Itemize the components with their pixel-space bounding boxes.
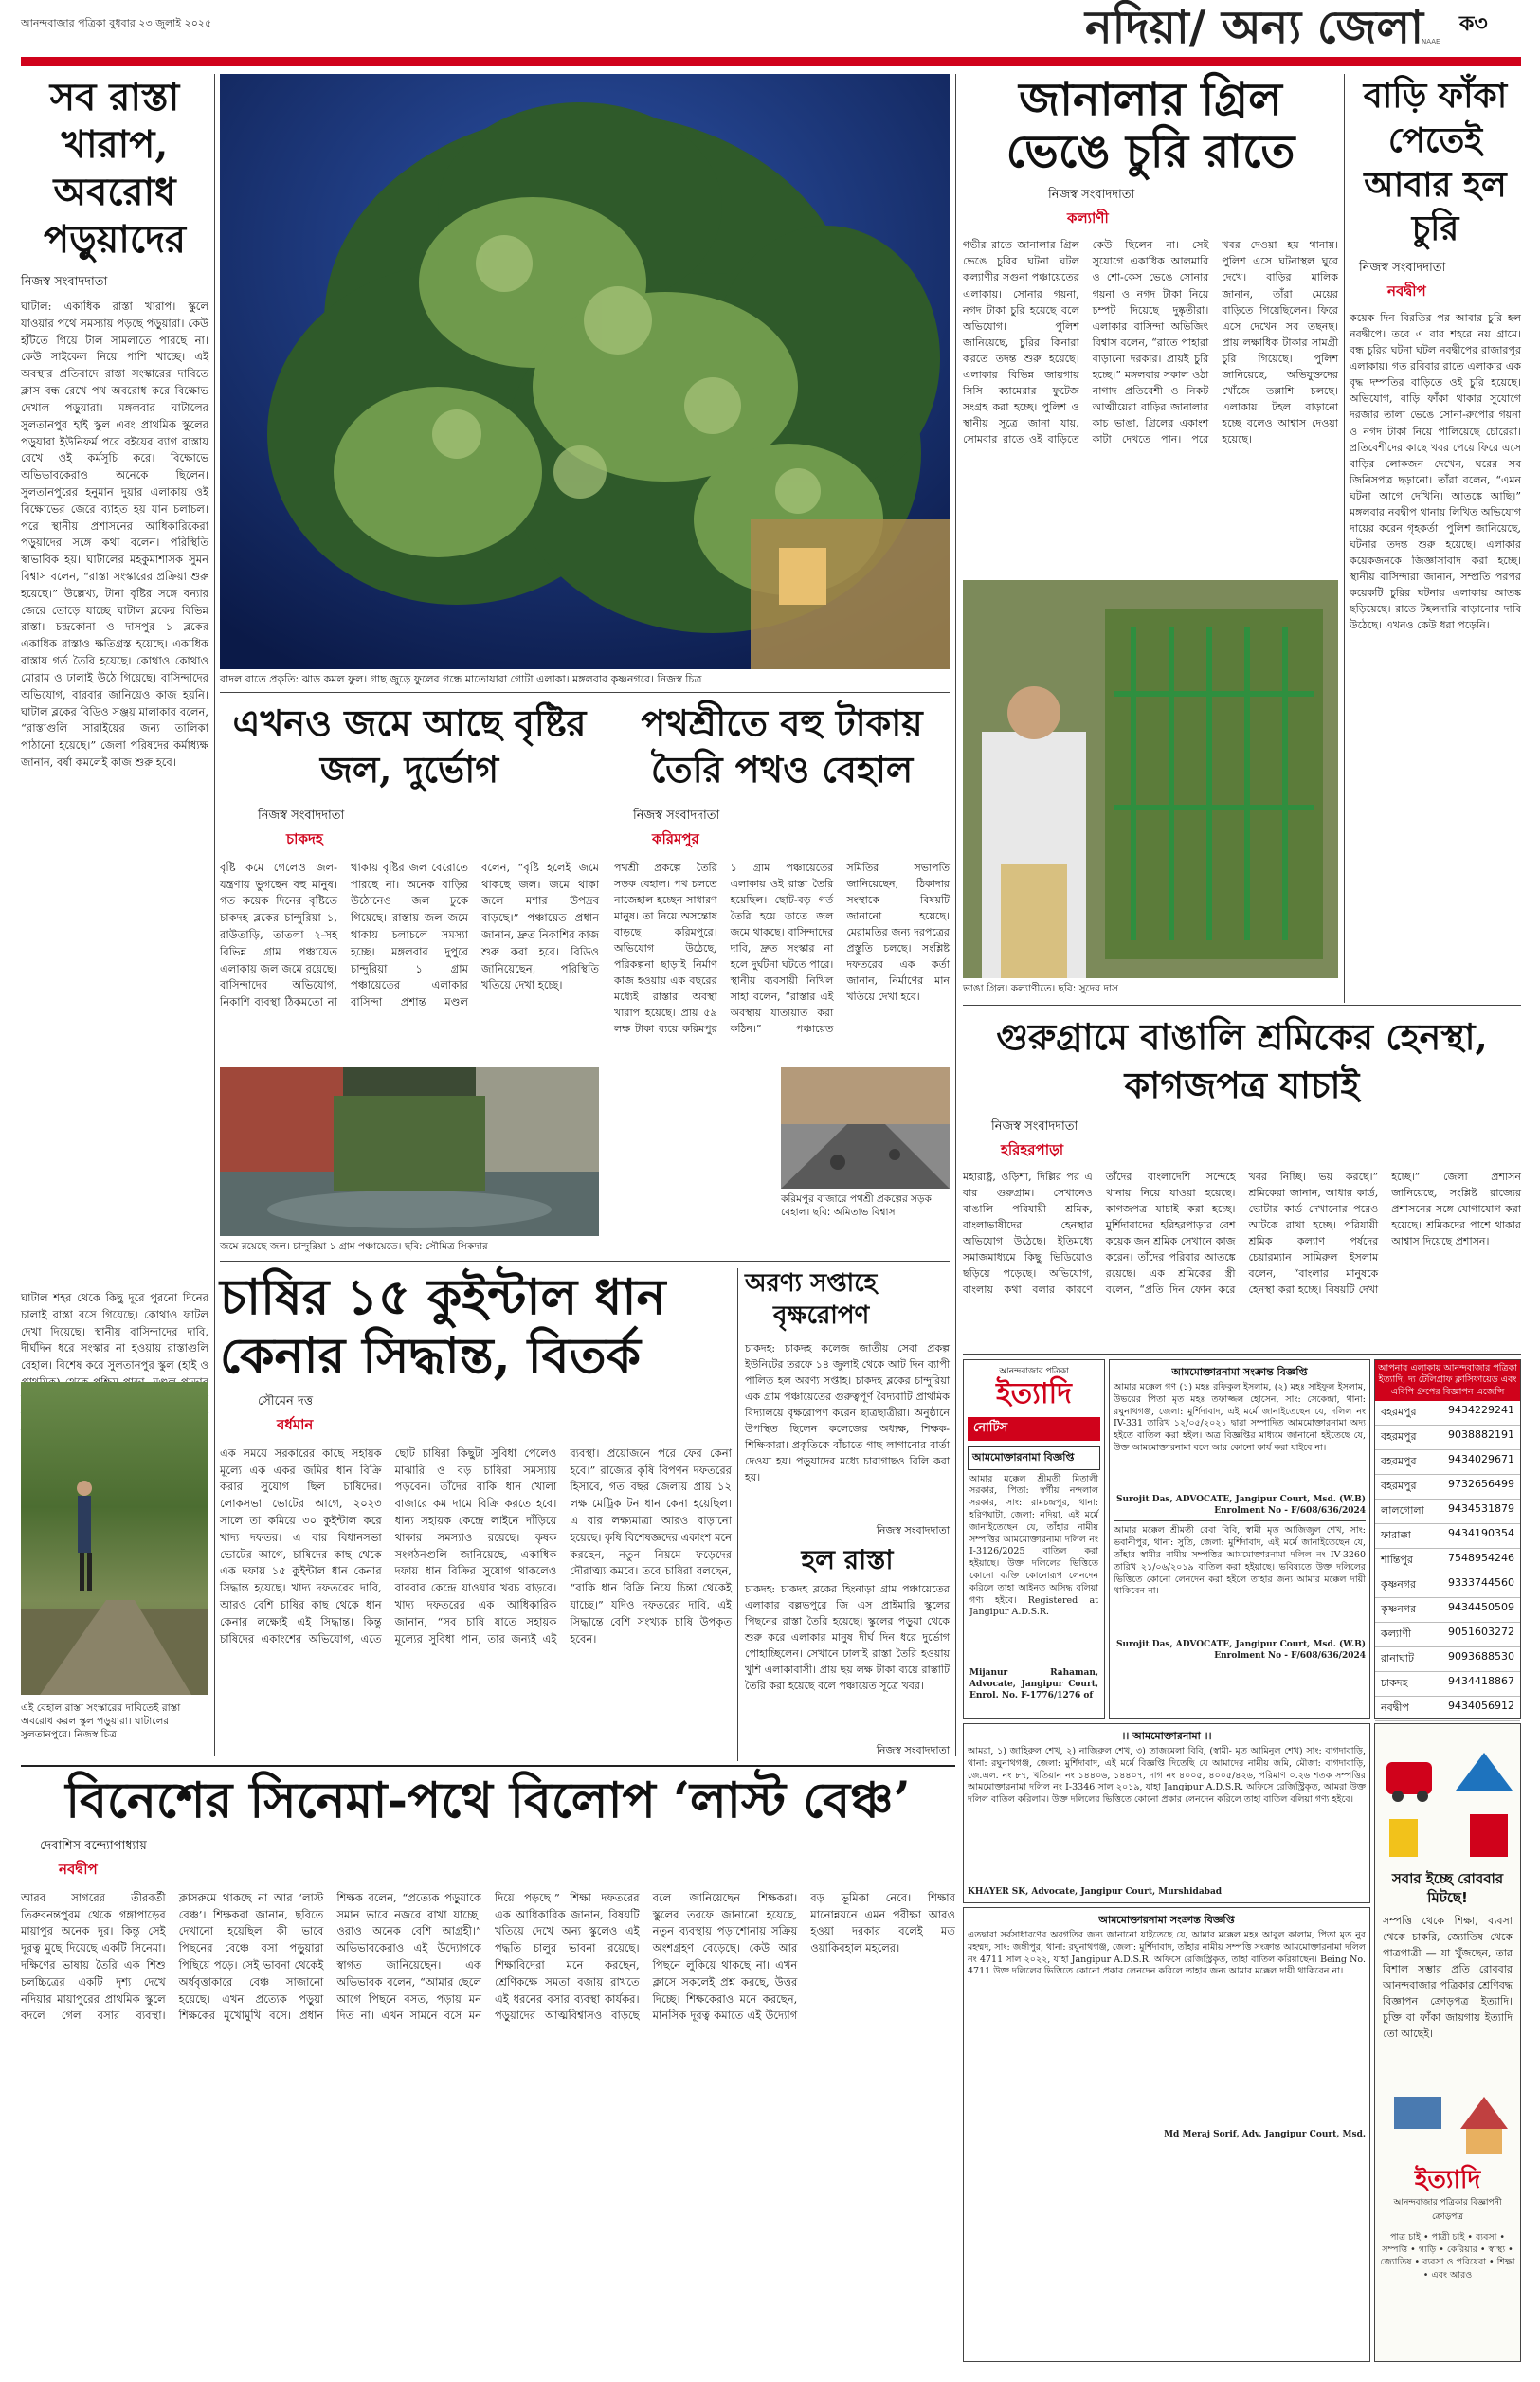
agent-place: শান্তিপুর: [1381, 1554, 1413, 1567]
notice-wide-sign: KHAYER SK, Advocate, Jangipur Court, Murshidabad: [968, 1887, 1223, 1897]
section-title: [910, 2, 1440, 57]
affidavit-title: আমমোক্তারনামা বিজ্ঞপ্তি: [968, 1446, 1100, 1470]
promo-icons-2: [1375, 2078, 1522, 2163]
dateline-place: করিমপুর: [652, 829, 699, 847]
agent-phone: 9093688530: [1448, 1650, 1514, 1664]
story-body: কয়েক দিন বিরতির পর আবার চুরি হল নবদ্বীপে। তবে এ বার শহরে নয় গ্রামে। বন্ধ চুরির ঘটনা ঘটল নবদ্বীপের রাজারপুর এলাকায়। গত রবিবার রাতে এলাকার এক বৃদ্ধ দম্পতির বাড়িতে ওই চুরি হয়েছে। অভিযোগ, বাড়ি ফাঁকা থাকার সুযোগে দরজার তালা ভেঙে সোনা-রুপোর গয়না ও নগদ টাকা নিয়ে পালিয়েছে চোরেরা। প্রতিবেশীদের কাছে খবর পেয়ে ফিরে এসে বাড়ির লোকজন দেখেন, ঘরের সব জিনিসপত্র ছড়ানো। তাঁরা বলেন, “এমন ঘটনা আগে দেখিনি। আতঙ্কে আছি।” মঙ্গলবার নবদ্বীপ থানায় লিখিত অভিযোগ দায়ের করেন গৃহকর্তা। পুলিশ জানিয়েছে, ঘটনার তদন্ত শুরু হয়েছে। এলাকার কয়েকজনকে জিজ্ঞাসাবাদ করা হচ্ছে। স্থানীয় বাসিন্দারা জানান, সম্প্রতি পরপর কয়েকটি চুরির ঘটনায় এলাকায় আতঙ্ক ছড়িয়েছে। রাতে টহলদারি বাড়ানোর দাবি উঠেছে। এখনও কেউ ধরা পড়েনি।: [1350, 312, 1521, 632]
notice-wide: [963, 1723, 1370, 1903]
rule-above-ads: [963, 1354, 1521, 1355]
agent-header: আপনার এলাকায় আনন্দবাজার পত্রিকা ইত্যাদি, দ্য টেলিগ্রাফ ক্লাসিফায়েড এবং এবিপি গ্রুপের বিজ্ঞাপন এজেন্সি: [1375, 1360, 1520, 1401]
promo-brand: ইত্যাদি: [1414, 2166, 1481, 2194]
notice-title: আমমোক্তারনামা সংক্রান্ত বিজ্ঞপ্তি: [1171, 1366, 1308, 1378]
rule-above-last-bench: [21, 1765, 955, 1767]
story-body: মহারাষ্ট্র, ওড়িশা, দিল্লির পর এ বার গুরুগ্রাম। সেখানেও বাঙালি পরিযায়ী শ্রমিক, বাংলাভাষীদের হেনস্থার অভিযোগ উঠেছে। ইতিমধ্যে সমাজমাধ্যমে কিছু ভিডিয়োও ছড়িয়ে পড়েছে। অভিযোগ, বাংলায় কথা বলার কারণে তাঁদের বাংলাদেশি সন্দেহে থানায় নিয়ে যাওয়া হয়েছে। কাগজপত্র যাচাই করা হচ্ছে। মুর্শিদাবাদের হরিহরপাড়ার বেশ কয়েক জন শ্রমিক সেখানে কাজ করেন। তাঁদের পরিবার আতঙ্কে রয়েছে। এক শ্রমিকের স্ত্রী বলেন, “প্রতি দিন ফোন করে খবর নিচ্ছি। ভয় করছে।” শ্রমিকেরা জানান, আধার কার্ড, ভোটার কার্ড দেখানোর পরেও আটকে রাখা হচ্ছে। পরিযায়ী শ্রমিক কল্যাণ পর্ষদের চেয়ারম্যান সামিরুল ইসলাম বলেন, “বাংলার মানুষকে হেনস্থা করা হচ্ছে। বিষয়টি দেখা হচ্ছে।” জেলা প্রশাসন জানিয়েছে, সংশ্লিষ্ট রাজ্যের প্রশাসনের সঙ্গে যোগাযোগ করা হয়েছে। শ্রমিকদের পাশে থাকার আশ্বাস দিয়েছে প্রশাসন।: [963, 1170, 1521, 1296]
byline: নিজস্ব সংবাদদাতা: [1048, 188, 1135, 203]
story-last-bench: [21, 1773, 955, 2370]
agent-row: [1375, 1647, 1520, 1672]
dateline-place: নবদ্বীপ: [59, 1860, 98, 1878]
pathashree-road-photo: [781, 1067, 950, 1189]
headline-line-1: অরণ্য সপ্তাহে: [745, 1269, 878, 1298]
agent-place: রানাঘাট: [1381, 1652, 1414, 1665]
headline-line-1: চাষির ১৫ কুইন্টাল ধান: [220, 1268, 666, 1326]
promo-tags: পাত্র চাই • পাত্রী চাই • ব্যবসা • সম্পত্তি • গাড়ি • কেরিয়ার • স্বাস্থ্য • জ্যোতিষ • ব্যবসা ও পরিষেবা • শিক্ষা • এবং আরও: [1380, 2231, 1515, 2281]
tree-illustration: [220, 74, 950, 669]
story-body: পথশ্রী প্রকল্পে তৈরি সড়ক বেহাল। পথ চলতে নাজেহাল হচ্ছেন সাধারণ মানুষ। তা নিয়ে অসন্তোষ বাড়ছে করিমপুরে। অভিযোগ উঠেছে, পরিকল্পনা ছাড়াই নির্মাণ কাজ হওয়ায় এক বছরের মধ্যেই রাস্তার অবস্থা খারাপ হয়েছে। প্রায় ৫৯ লক্ষ টাকা ব্যয়ে করিমপুর ১ গ্রাম পঞ্চায়েতের এলাকায় ওই রাস্তা তৈরি হয়েছিল। ছোট-বড় গর্ত তৈরি হয়ে তাতে জল জমে থাকছে। বাসিন্দাদের দাবি, দ্রুত সংস্কার না হলে দুর্ঘটনা ঘটতে পারে। স্থানীয় ব্যবসায়ী নিখিল সাহা বলেন, “রাস্তার এই অবস্থায় যাতায়াত করা কঠিন।” পঞ্চায়েত সমিতির সভাপতি জানিয়েছেন, ঠিকাদার সংস্থাকে বিষয়টি জানানো হয়েছে। মেরামতির জন্য দরপত্রের প্রস্তুতি চলছে। সংশ্লিষ্ট দফতরের এক কর্তা জানান, নির্মাণের মান খতিয়ে দেখা হবে।: [614, 861, 950, 1036]
promo-icons: [1375, 1724, 1522, 1866]
agent-row: [1375, 1623, 1520, 1647]
rule-under-tree-photo: [220, 692, 950, 693]
dateline-place: নবদ্বীপ: [1387, 282, 1426, 300]
agent-phone: 9434056912: [1448, 1700, 1514, 1713]
agent-row: [1375, 1697, 1520, 1721]
byline: নিজস্ব সংবাদদাতা: [876, 1744, 950, 1757]
agent-phone: 9434029671: [1448, 1453, 1514, 1466]
agent-phone: 9038882191: [1448, 1428, 1514, 1442]
byline: সৌমেন দত্ত: [258, 1393, 314, 1409]
masthead-red-rule: [21, 57, 1521, 66]
notice-body-2: আমার মক্কেল শ্রীমতী রেবা বিবি, স্বামী মৃত আজিজুল শেখ, সাং: ভবানীপুর, থানা: সুতি, জেলা: মুর্শিদাবাদ, এই মর্মে জানাইতেছেন যে, তাঁহার স্বামীর নামীয় সম্পত্তির আমমোক্তারনামা দলিল নং IV-3260 তারিখ ২১/০৬/২০১৯ বাতিল করা হইয়াছে। ভবিষ্যতে উক্ত দলিলের ভিত্তিতে কোনো লেনদেন করা হইলে তাহার জন্য আমার মক্কেল দায়ী থাকিবেন না।: [1114, 1525, 1366, 1597]
notice-last-title: আমমোক্তারনামা সংক্রান্ত বিজ্ঞপ্তি: [1098, 1914, 1235, 1926]
agent-row: [1375, 1573, 1520, 1598]
waterlogging-caption: জমে রয়েছে জল। চান্দুরিয়া ১ গ্রাম পঞ্চায়েতে। ছবি: সৌমিত্র সিকদার: [220, 1241, 488, 1252]
agent-rows: [1375, 1401, 1520, 1771]
agent-phone: 9434531879: [1448, 1502, 1514, 1516]
broken-grill-illustration: [963, 580, 1338, 978]
ad-brand: ইত্যাদি: [996, 1377, 1072, 1410]
agent-phone: 9434450509: [1448, 1601, 1514, 1614]
byline: দেবাশিস বন্দ্যোপাধ্যায়: [40, 1838, 147, 1853]
story-tree-plantation: [745, 1268, 950, 1543]
headline: হল রাস্তা: [801, 1544, 894, 1575]
agent-place: কল্যাণী: [1381, 1627, 1412, 1641]
story-paddy-purchase: [220, 1268, 732, 1761]
agent-row: [1375, 1672, 1520, 1697]
ad-notice-label: নোটিস: [968, 1417, 1100, 1441]
promo-sub: আনন্দবাজার পত্রিকার বিজ্ঞাপনী ক্রোড়পত্র: [1393, 2197, 1502, 2222]
col-rule-3: [737, 1268, 738, 1761]
affidavit-sign: Mijanur Rahaman, Advocate, Jangipur Court, Enrol. No. F-1776/1276 of: [969, 1667, 1098, 1700]
notice-last: [963, 1907, 1370, 2362]
story-body: আরব সাগরের তীরবর্তী তিরুবনন্তপুরম থেকে গঙ্গাপাড়ের মায়াপুর অনেক দূর। কিন্তু সেই দূরত্ব মুছে দিয়েছে একটি সিনেমা। দক্ষিণের ভাষায় তৈরি এক শিশু চলচ্চিত্রের একটি দৃশ্য দেখে নদিয়ার মায়াপুরের প্রাথমিক স্কুলে বদলে গেল বসার ব্যবস্থা। ক্লাসরুমে থাকছে না আর ‘লাস্ট বেঞ্চ’। শিক্ষকরা জানান, ছবিতে দেখানো হয়েছিল কী ভাবে পিছনের বেঞ্চে বসা পড়ুয়ারা পিছিয়ে পড়ে। সেই ভাবনা থেকেই অর্ধবৃত্তাকারে বেঞ্চ সাজানো হয়েছে। এখন প্রত্যেক পড়ুয়া শিক্ষকের মুখোমুখি বসে। প্রধান শিক্ষক বলেন, “প্রত্যেক পড়ুয়াকে সমান ভাবে নজরে রাখা যাচ্ছে। ওরাও অনেক বেশি আগ্রহী।” অভিভাবকেরাও এই উদ্যোগকে স্বাগত জানিয়েছেন। এক অভিভাবক বলেন, “আমার ছেলে আগে পিছনে বসত, পড়ায় মন দিত না। এখন সামনে বসে মন দিয়ে পড়ছে।” শিক্ষা দফতরের এক আধিকারিক জানান, বিষয়টি খতিয়ে দেখে অন্য স্কুলেও এই পদ্ধতি চালুর ভাবনা রয়েছে। শিক্ষাবিদেরা মনে করছেন, শ্রেণিকক্ষে সমতা বজায় রাখতে এই ধরনের বসার ব্যবস্থা কার্যকর। পড়ুয়াদের আত্মবিশ্বাসও বাড়ছে বলে জানিয়েছেন শিক্ষকরা। স্কুলের তরফে জানানো হয়েছে, নতুন ব্যবস্থায় পড়াশোনায় সক্রিয় অংশগ্রহণ বেড়েছে। কেউ আর পিছনে লুকিয়ে থাকছে না। এখন ক্লাসে সকলেই প্রশ্ন করছে, উত্তর দিচ্ছে। শিক্ষকেরাও মনে করছেন, মানসিক দূরত্ব কমাতে এই উদ্যোগ বড় ভূমিকা নেবে। শিক্ষার মানোন্নয়নে এমন পরীক্ষা আরও হওয়া দরকার বলেই মত ওয়াকিবহাল মহলের।: [21, 1890, 955, 2023]
pathashree-road-illustration: [781, 1067, 950, 1189]
agent-phone: 9732656499: [1448, 1478, 1514, 1491]
agent-place: ফারাক্কা: [1381, 1529, 1411, 1542]
dateline-place: হরিহরপাড়া: [1001, 1140, 1064, 1158]
agent-place: লালগোলা: [1381, 1504, 1424, 1518]
agent-place: চাকদহ: [1381, 1677, 1408, 1690]
headline: এখনও জমে আছে বৃষ্টির জল, দুর্ভোগ: [232, 701, 587, 791]
headline: সব রাস্তা খারাপ, অবরোধ পড়ুয়াদের: [44, 75, 186, 262]
masthead-date-line: আনন্দবাজার পত্রিকা বুধবার ২৩ জুলাই ২০২৫: [21, 17, 212, 29]
road-protest-caption: এই বেহাল রাস্তা সংস্কারের দাবিতেই রাস্তা অবরোধ করল স্কুল পড়ুয়ারা। ঘাটালের সুলতানপুরে। নিজস্ব চিত্র: [21, 1702, 181, 1741]
notice-last-body: এতদ্বারা সর্বসাধারণের অবগতির জন্য জানানো যাইতেছে যে, আমার মক্কেল মহঃ আবুল কালাম, পিতা মৃত নুর মহম্মদ, সাং: জঙ্গীপুর, থানা: রঘুনাথগঞ্জ, জেলা: মুর্শিদাবাদ, তাঁহার নামীয় সম্পত্তি সংক্রান্ত আমমোক্তারনামা দলিল নং 4711 সাল ২০২২, যাহা Jangipur A.D.S.R. অফিসে রেজিস্ট্রিকৃত, তাহা বাতিল করিয়াছেন। Being No. 4711 উক্ত দলিলের ভিত্তিতে কোনো প্রকার লেনদেন করিলে তাহার জন্য আমার মক্কেল দায়ী থাকিবেন না।: [968, 1930, 1366, 1977]
rule-above-gurugram: [963, 1005, 1521, 1006]
story-window-theft: [963, 74, 1338, 576]
story-body: গভীর রাতে জানালার গ্রিল ভেঙে চুরির ঘটনা ঘটল কল্যাণীর সগুনা পঞ্চায়েতের এলাকায়। সোনার গয়না, নগদ টাকা চুরি হয়েছে বলে অভিযোগ। পুলিশ জানিয়েছে, চুরির কিনারা করতে তদন্ত শুরু হয়েছে। এলাকার বিভিন্ন জায়গায় সিসি ক্যামেরার ফুটেজ সংগ্রহ করা হচ্ছে। পুলিশ ও স্থানীয় সূত্রে জানা যায়, সোমবার রাতে ওই বাড়িতে কেউ ছিলেন না। সেই সুযোগে একাধিক আলমারি ও শো-কেস ভেঙে সোনার গয়না ও নগদ টাকা নিয়ে চম্পট দিয়েছে দুষ্কৃতীরা। এলাকার বাসিন্দা অভিজিৎ বিশ্বাস বলেন, “রাতে পাহারা বাড়ানো দরকার। প্রায়ই চুরি হচ্ছে।” মঙ্গলবার সকাল ওঠা নাগাদ প্রতিবেশী ও নিকট আত্মীয়েরা বাড়ির জানালার কাচ ভাঙা, গ্রিলের একাংশ কাটা দেখতে পান। পরে খবর দেওয়া হয় থানায়। পুলিশ এসে ঘটনাস্থল ঘুরে দেখে। বাড়ির মালিক জানান, তাঁরা মেয়ের বাড়িতে গিয়েছিলেন। ফিরে এসে দেখেন সব তছনছ। প্রায় লক্ষাধিক টাকার সামগ্রী চুরি গিয়েছে। পুলিশ জানিয়েছে, অভিযুক্তদের খোঁজে তল্লাশি চলছে। এলাকায় টহল বাড়ানো হচ্ছে বলেও আশ্বাস দেওয়া হয়েছে।: [963, 239, 1338, 445]
story-road-built: [745, 1545, 950, 1761]
notice-wide-body: আমরা, ১) জাহিরুল শেখ, ২) নাজিরুল শেখ, ৩) তাজমেলা বিবি, (স্বামী- মৃত আমিনুল শেখ) সাং: বাগদাবাড়ি, থানা: রঘুনাথগঞ্জ, জেলা: মুর্শিদাবাদ, এই মর্মে বিজ্ঞপ্তি দিতেছি যে আমাদের নামীয় জমি, মৌজা: বাগদাবাড়ি, জে.এল. নং ৮৭, খতিয়ান নং ১৪৪০৬, ১৪৪০৭, দাগ নং ৪০০৫, ৪০০৫/৪২৬, পরিমাণ ০.২৬ শতক সম্পত্তির আমমোক্তারনামা দলিল নং I-3346 সাল ২০১৯, যাহা Jangipur A.D.S.R. অফিসে রেজিস্ট্রিকৃত, আমরা উক্ত দলিল বাতিল করিলাম। উক্ত দলিলের ভিত্তিতে কোনো প্রকার লেনদেন করিলে তাহা বাতিল বলিয়া গণ্য হইবে।: [968, 1746, 1366, 1806]
story-body: এক সময়ে সরকারের কাছে সহায়ক মূল্যে এক একর জমির ধান বিক্রি করার সুযোগ ছিল চাষিদের। লোকসভা ভোটের আগে, ২০২৩ সালে তা কমিয়ে ৩০ কুইন্টাল করে খাদ্য দফতর। এ বার বিধানসভা ভোটের আগে, চাষিদের কাছ থেকে এক দফায় ১৫ কুইন্টাল ধান কেনার সিদ্ধান্ত হয়েছে। খাদ্য দফতরের দাবি, আরও বেশি চাষির কাছ থেকে ধান কেনার লক্ষ্যেই এই সিদ্ধান্ত। কিন্তু চাষিদের একাংশের অভিযোগ, এতে ছোট চাষিরা কিছুটা সুবিধা পেলেও মাঝারি ও বড় চাষিরা সমস্যায় পড়বেন। তাঁদের বাকি ধান খোলা বাজারে কম দামে বিক্রি করতে হবে। ধান্য সহায়ক কেন্দ্রে লাইনে দাঁড়িয়ে থাকার সমস্যাও রয়েছে। কৃষক সংগঠনগুলি জানিয়েছে, একাধিক দফায় ধান বিক্রির সুযোগ থাকলেও বারবার কেন্দ্রে যাওয়ার খরচ বাড়বে। খাদ্য দফতরের এক আধিকারিক জানান, “সব চাষি যাতে সহায়ক মূল্যের সুবিধা পান, তার জন্যই এই ব্যবস্থা। প্রয়োজনে পরে ফের কেনা হবে।” রাজ্যের কৃষি বিপণন দফতরের হিসাবে, গত বছর জেলায় প্রায় ১২ লক্ষ মেট্রিক টন ধান কেনা হয়েছিল। এ বার লক্ষ্যমাত্রা আরও বাড়ানো হয়েছে। কৃষি বিশেষজ্ঞদের একাংশ মনে করছেন, নতুন নিয়মে ফড়েদের দৌরাত্ম্য কমবে। তবে চাষিরা বলছেন, “বাকি ধান বিক্রি নিয়ে চিন্তা থেকেই যাচ্ছে।” যদিও দফতরের দাবি, এই সিদ্ধান্তে বেশি সংখ্যক চাষি উপকৃত হবেন।: [220, 1446, 732, 1646]
story-gurugram-workers: [963, 1012, 1521, 1350]
agent-phone: 9051603272: [1448, 1626, 1514, 1639]
headline: বিনেশের সিনেমা-পথে বিলোপ ‘লাস্ট বেঞ্চ’: [65, 1772, 911, 1829]
waterlogging-illustration: [220, 1067, 599, 1236]
notice-col-2: [1109, 1359, 1370, 1719]
road-protest-photo: [21, 1382, 208, 1695]
broken-grill-photo: [963, 580, 1338, 978]
col-rule-1: [214, 74, 215, 1756]
agent-phone: 9333744560: [1448, 1576, 1514, 1590]
promo-body: সম্পত্তি থেকে শিক্ষা, ব্যবসা থেকে চাকরি, জ্যোতিষ থেকে পাত্রপাত্রী — যা খুঁজছেন, তার বিশাল সম্ভার প্রতি রোববার আনন্দবাজার পত্রিকার শ্রেণিবদ্ধ বিজ্ঞাপন ক্রোড়পত্র ইত্যাদি। চুক্তি বা ফাঁকা জায়গায় ইত্যাদি তো আছেই।: [1383, 1915, 1513, 2041]
byline: নিজস্ব সংবাদদাতা: [991, 1118, 1078, 1134]
agent-place: বহরমপুর: [1381, 1406, 1417, 1419]
story-body-cont: ঘাটাল শহর থেকে কিছু দূরে পুরনো দিনের চালাই রাস্তা বসে গিয়েছে। কোথাও ফাটল দেখা দিয়েছে। স্থানীয় বাসিন্দাদের দাবি, দীর্ঘদিন ধরে সংস্কার না হওয়ায় রাস্তাগুলি বেহাল। বিশেষ করে সুলতানপুর স্কুল (হাই ও: [21, 1291, 208, 1373]
agent-phone: 9434229241: [1448, 1404, 1514, 1417]
ad-brand-top: আনন্দবাজার পত্রিকা: [999, 1367, 1069, 1376]
dateline-place: চাকদহ: [286, 829, 323, 847]
story-body: চাকদহ: চাকদহ ব্লকের হিংনাড়া গ্রাম পঞ্চায়েতের এলাকার বল্লভপুরে জি এস প্রাইমারি স্কুলের পিছনের রাস্তা তৈরি হয়েছে। স্কুলের পড়ুয়া থেকে শুরু করে এলাকার মানুষ দীর্ঘ দিন ধরে দুর্ভোগ পোহাচ্ছিলেন। সেখানে ঢালাই রাস্তা তৈরি হওয়ায় খুশি এলাকাবাসী। প্রায় ছয় লক্ষ টাকা ব্যয়ে রাস্তাটি তৈরি করা হয়েছে বলে পঞ্চায়েত সূত্রে খবর।: [745, 1583, 950, 1693]
agent-phone: 9434190354: [1448, 1527, 1514, 1540]
col-rule-main: [955, 74, 956, 1756]
agent-row: [1375, 1450, 1520, 1475]
agent-phone: 7548954246: [1448, 1552, 1514, 1565]
agent-row: [1375, 1426, 1520, 1450]
notice-sign: Surojit Das, ADVOCATE, Jangipur Court, Msd. (W.B) Enrolment No - F/608/636/2024: [1116, 1495, 1366, 1517]
notice-sign-2: Surojit Das, ADVOCATE, Jangipur Court, Msd. (W.B) Enrolment No - F/608/636/2024: [1116, 1640, 1366, 1662]
agent-row: [1375, 1475, 1520, 1500]
headline-line-2: ভেঙে চুরি রাতে: [1006, 125, 1295, 179]
story-house-theft: [1350, 74, 1521, 1003]
agent-row: [1375, 1598, 1520, 1623]
page-number: ক৩: [1459, 12, 1488, 36]
story-body: ঘাটাল: একাধিক রাস্তা খারাপ। স্কুলে যাওয়ার পথে সমস্যায় পড়ছে পড়ুয়ারা। কেউ হাঁটতে গিয়ে টাল সামলাতে পারছে না। কেউ সাইকেল নিয়ে পাশি খাচ্ছে। এই অবস্থার প্রতিবাদে রাস্তা সংস্কারের দাবিতে ক্লাস বন্ধ রেখে পথ অবরোধ করে বিক্ষোভ দেখাল পড়ুয়ারা। মঙ্গলবার ঘাটালের সুলতানপুর হাই স্কুল এবং প্রাথমিক স্কুলের পড়ুয়ারা ইউনিফর্ম পরে বইয়ের ব্যাগ রাস্তায় রেখে ওই কর্মসূচি করে। বিক্ষোভে অভিভাবকেরাও অনেকে ছিলেন। সুলতানপুরের হনুমান দুয়ার এলাকায় ওই বিক্ষোভের জেরে ব্যাহত হয় যান চলাচল। পরে স্থানীয় প্রশাসনের আধিকারিকেরা পড়ুয়াদের সঙ্গে কথা বলেন। পরিস্থিতি স্বাভাবিক হয়। ঘাটালের মহকুমাশাসক সুমন বিশ্বাস বলেন, “রাস্তা সংস্কারের প্রক্রিয়া শুরু হয়েছে।” উল্লেখ্য, টানা বৃষ্টির সঙ্গে বন্যার জেরে তোড়ে যাচ্ছে ঘাটাল ব্লকের বিভিন্ন রাস্তা। চন্দ্রকোনা ও দাসপুর ১ ব্লকের একাধিক রাস্তাও ক্ষতিগ্রস্ত হয়েছে। একাধিক রাস্তায় গর্ত তৈরি হয়েছে। কোথাও কোথাও মোরাম ও ঢালাই উঠে গিয়েছে। বাসিন্দাদের অভিযোগ, বারবার জানিয়েও কাজ হয়নি। ঘাটাল ব্লকের বিডিও সঞ্জয় মালাকার বলেন, “রাস্তাগুলি সারাইয়ের জন্য তালিকা পাঠানো হয়েছে।” জেলা পরিষদের কর্মাধ্যক্ষ জানান, বর্ষা কমলেই কাজ শুরু হবে।: [21, 300, 208, 769]
affidavit-body: আমার মক্কেল শ্রীমতী মিতালী সরকার, পিতা: স্বর্গীয় নন্দলাল সরকার, সাং: রামচন্দ্রপুর, থানা: হরিণঘাটা, জেলা: নদিয়া, এই মর্মে জানাইতেছেন যে, তাঁহার নামীয় সম্পত্তির আমমোক্তারনামা দলিল নং I-3126/2025 বাতিল করা হইয়াছে। উক্ত দলিলের ভিত্তিতে কোনো ব্যক্তি কোনোরূপ লেনদেন করিলে তাহা আইনত অসিদ্ধ বলিয়া গণ্য হইবে। Registered at Jangipur A.D.S.R.: [969, 1473, 1098, 1618]
byline: নিজস্ব সংবাদদাতা: [1359, 261, 1446, 276]
agent-place: বহরমপুর: [1381, 1480, 1417, 1493]
dateline-place: বর্ধমান: [277, 1415, 314, 1433]
notice-body: আমার মক্কেল গণ (১) মহঃ রফিকুল ইসলাম, (২) মহঃ সাইফুল ইসলাম, উভয়ের পিতা মৃত মহঃ তফাজ্জল হোসেন, সাং: সেকেন্দ্রা, থানা: রঘুনাথগঞ্জ, জেলা: মুর্শিদাবাদ, এই মর্মে জানাইতেছেন যে, দলিল নং IV-331 তারিখ ১২/০৫/২০২১ দ্বারা সম্পাদিত আমমোক্তারনামা অদ্য হইতে বাতিল করা হইল। অত্র বিজ্ঞপ্তির মাধ্যমে জানানো হইতেছে যে, উক্ত আমমোক্তারনামা বলে আর কোনো কার্য করা যাইবে না।: [1114, 1382, 1366, 1454]
story-body: চাকদহ: চাকদহ কলেজ জাতীয় সেবা প্রকল্প ইউনিটের তরফে ১৪ জুলাই থেকে আট দিন ব্যাপী পালিত হল অরণ্য সপ্তাহ। চাকদহ ব্লকের চান্দুরিয়া এক গ্রাম পঞ্চায়েতের গুরুত্বপূর্ণ বৈদ্যবাটি প্রাথমিক বিদ্যালয়ে বৃক্ষরোপণ করেন ছাত্রছাত্রীরা। অনুষ্ঠানে উপস্থিত ছিলেন কলেজের অধ্যক্ষ, শিক্ষক-শিক্ষিকারা। প্রকৃতিকে বাঁচাতে গাছ লাগানোর বার্তা দেওয়া হয়। পড়ুয়াদের মধ্যে চারাগাছও বিলি করা হয়।: [745, 1341, 950, 1483]
agent-place: নবদ্বীপ: [1381, 1701, 1409, 1715]
tree-flowers-photo: [220, 74, 950, 669]
agent-row: [1375, 1500, 1520, 1524]
broken-grill-caption: ভাঙা গ্রিল। কল্যাণীতে। ছবি: সুদেব দাস: [963, 983, 1118, 994]
headline-line-2: বৃক্ষরোপণ: [773, 1300, 870, 1330]
agent-list: [1374, 1359, 1521, 1719]
agent-place: বহরমপুর: [1381, 1455, 1417, 1468]
byline: নিজস্ব সংবাদদাতা: [21, 275, 108, 289]
agent-phone: 9434418867: [1448, 1675, 1514, 1688]
promo-headline: সবার ইচ্ছে রোববার মিটছে!: [1391, 1870, 1504, 1906]
story-body: বৃষ্টি কমে গেলেও জল-যন্ত্রণায় ভুগছেন বহু মানুষ। গত কয়েক দিনের বৃষ্টিতে চাকদহ ব্লকের চান্দুরিয়া ১, রাউতাড়ি, তাতলা ২-সহ বিভিন্ন গ্রাম পঞ্চায়েত এলাকায় জল জমে রয়েছে। বাসিন্দাদের অভিযোগ, নিকাশি ব্যবস্থা ঠিকমতো না থাকায় বৃষ্টির জল বেরোতে পারছে না। অনেক বাড়ির উঠোনেও জল ঢুকে গিয়েছে। রাস্তায় জল জমে থাকায় চলাচলে সমস্যা হচ্ছে। মঙ্গলবার দুপুরে চান্দুরিয়া ১ গ্রাম পঞ্চায়েতের এলাকার বাসিন্দা প্রশান্ত মণ্ডল বলেন, “বৃষ্টি হলেই জমে থাকছে জল। জমে থাকা জলে মশার উপদ্রব বাড়ছে।” পঞ্চায়েত প্রধান জানান, দ্রুত নিকাশির কাজ শুরু করা হবে। বিডিও জানিয়েছেন, পরিস্থিতি খতিয়ে দেখা হচ্ছে।: [220, 860, 599, 1009]
waterlogging-photo: [220, 1067, 599, 1236]
headline: গুরুগ্রামে বাঙালি শ্রমিকের হেনস্থা, কাগজপত্র যাচাই: [996, 1015, 1488, 1107]
section-title-text: নদিয়া/ অন্য জেলা: [1085, 1, 1423, 54]
agent-place: বহরমপুর: [1381, 1430, 1417, 1444]
agent-row: [1375, 1401, 1520, 1426]
notice-wide-title: ।। আমমোক্তারনামা ।।: [1121, 1730, 1212, 1742]
col-rule-4: [1344, 74, 1345, 1003]
ad-brand-box: [963, 1359, 1105, 1719]
byline: নিজস্ব সংবাদদাতা: [876, 1523, 950, 1536]
headline: পথশ্রীতে বহু টাকায় তৈরি পথও বেহাল: [641, 701, 923, 791]
road-protest-illustration: [21, 1382, 208, 1695]
agent-place: কৃষ্ণনগর: [1381, 1578, 1417, 1591]
agent-row: [1375, 1524, 1520, 1549]
pathashree-road-caption: করিমপুর বাজারে পথশ্রী প্রকল্পের সড়ক বেহাল। ছবি: অমিতাভ বিশ্বাস: [781, 1193, 932, 1219]
headline: বাড়ি ফাঁকা পেতেই আবার হল চুরি: [1363, 76, 1508, 249]
headline-line-2: কেনার সিদ্ধান্ত, বিতর্ক: [220, 1327, 642, 1386]
notice-last-sign: Md Meraj Sorif, Adv. Jangipur Court, Msd.: [1164, 2130, 1366, 2139]
promo-box: [1374, 1723, 1521, 2362]
tree-photo-caption: বাদল রাতে প্রকৃতি: ঝাড় কমল ফুল। গাছ জুড়ে ফুলের গন্ধে মাতোয়ারা গোটা এলাকা। মঙ্গলবার কৃষ্ণনগরে। নিজস্ব চিত্র: [220, 673, 702, 685]
dateline-place: কল্যাণী: [1067, 209, 1109, 227]
byline: নিজস্ব সংবাদদাতা: [633, 808, 720, 823]
rule-above-paddy: [220, 1261, 950, 1262]
brand-mark: NAAE: [1422, 38, 1440, 45]
agent-place: কৃষ্ণনগর: [1381, 1603, 1417, 1616]
headline-line-1: জানালার গ্রিল: [1019, 73, 1282, 126]
byline: নিজস্ব সংবাদদাতা: [258, 808, 345, 823]
agent-row: [1375, 1549, 1520, 1573]
